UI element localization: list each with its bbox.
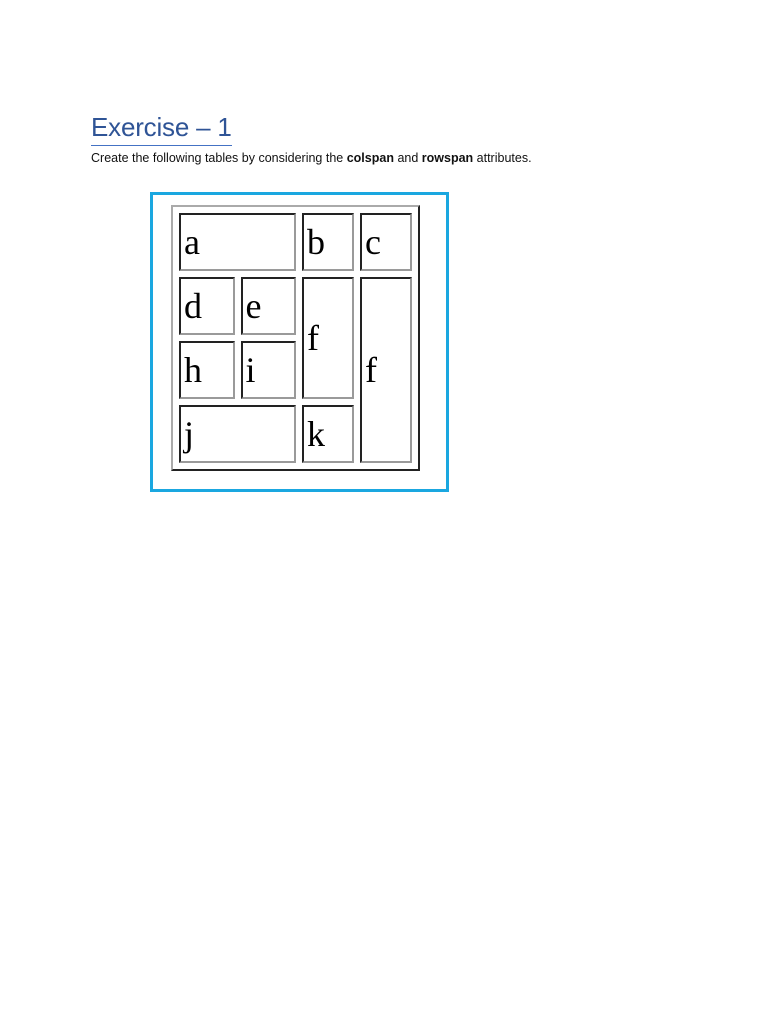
instructions-rowspan-keyword: rowspan <box>421 151 474 165</box>
table-cell-j: j <box>179 405 296 463</box>
table-cell-e: e <box>241 277 297 335</box>
instructions-text-start: Create the following tables by considering the <box>91 151 347 165</box>
table-row <box>179 277 412 335</box>
table-row <box>179 213 412 271</box>
table-cell-f-right: f <box>360 277 412 463</box>
exercise-heading: Exercise – 1 <box>91 110 232 146</box>
table-cell-f-middle: f <box>302 277 354 399</box>
example-table <box>171 205 420 471</box>
table-cell-k: k <box>302 405 354 463</box>
table-cell-c: c <box>360 213 412 271</box>
instructions-text-middle: and <box>393 151 422 165</box>
table-cell-h: h <box>179 341 235 399</box>
table-cell-d: d <box>179 277 235 335</box>
instructions-colspan-keyword: colspan <box>346 151 394 165</box>
table-cell-a: a <box>179 213 296 271</box>
table-cell-i: i <box>241 341 297 399</box>
instructions-text-end: attributes. <box>473 151 532 165</box>
exercise-instructions <box>91 150 532 167</box>
table-cell-b: b <box>302 213 354 271</box>
